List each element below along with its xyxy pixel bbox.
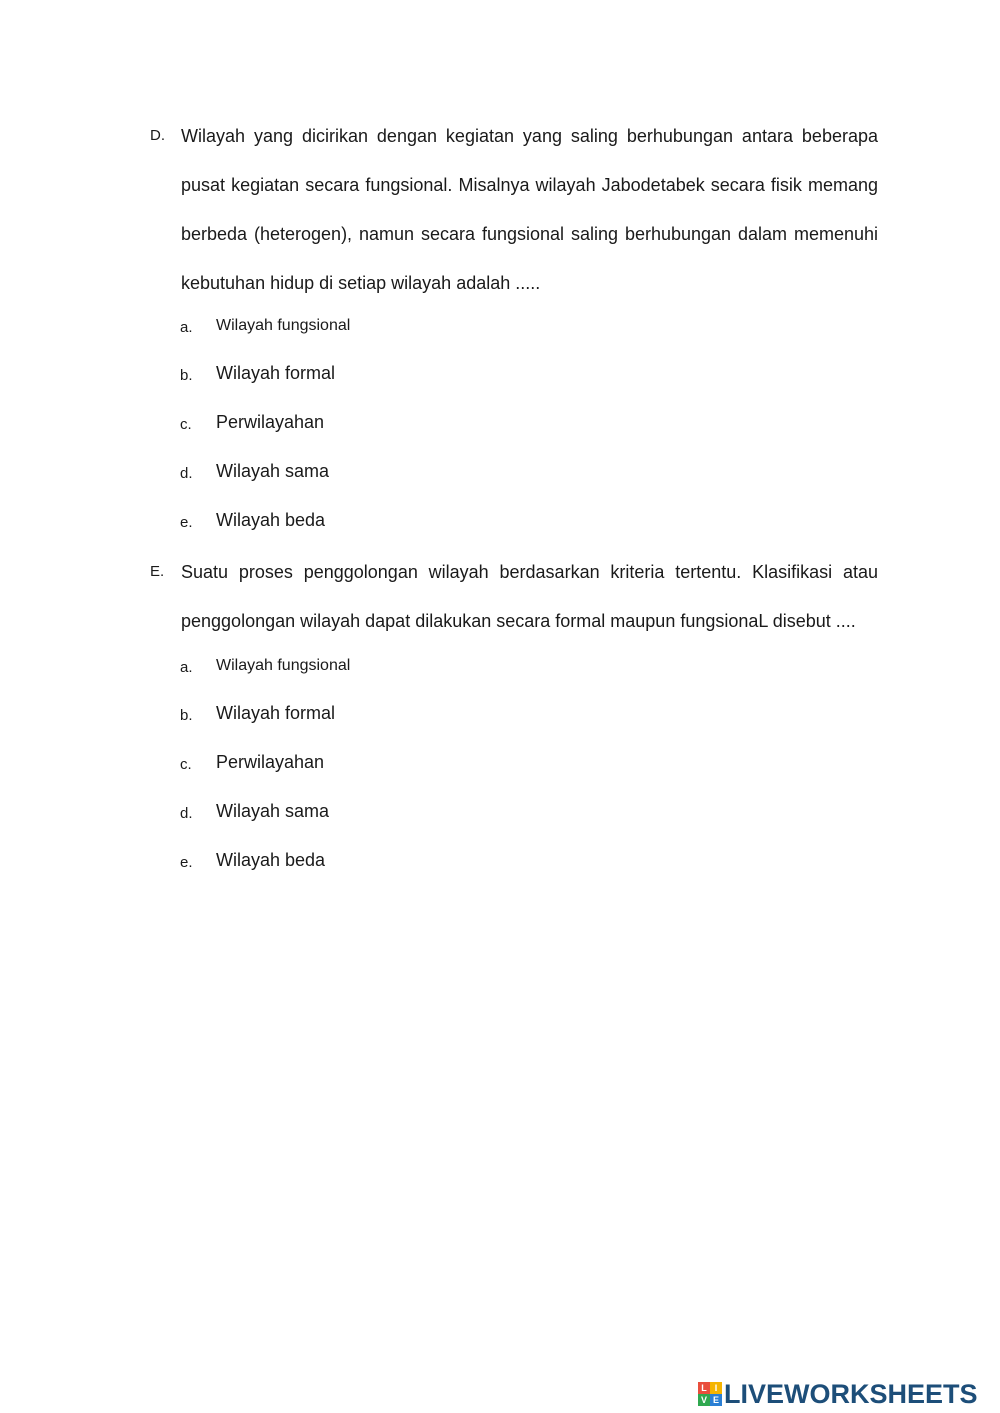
option-letter: a. bbox=[180, 659, 193, 676]
option-letter: c. bbox=[180, 756, 192, 773]
logo-letter: L bbox=[698, 1382, 710, 1394]
question-letter: D. bbox=[150, 127, 165, 144]
option-text: Perwilayahan bbox=[216, 752, 325, 772]
question-text: Suatu proses penggolongan wilayah berdasarkan kriteria tertentu. Klasifikasi atau penggolongan wilayah dapat dilakukan secara formal maupun fungsionaL disebut .... bbox=[181, 562, 878, 631]
logo-letter: I bbox=[710, 1382, 722, 1394]
option-text: Perwilayahan bbox=[216, 412, 325, 432]
option-text: Wilayah fungsional bbox=[216, 317, 351, 334]
option-letter: e. bbox=[180, 514, 193, 531]
option-text: Wilayah sama bbox=[216, 801, 330, 821]
option-text: Wilayah fungsional bbox=[216, 657, 351, 674]
option-letter: d. bbox=[180, 805, 193, 822]
option-letter: c. bbox=[180, 416, 192, 433]
logo-letter: E bbox=[710, 1394, 722, 1406]
option-text: Wilayah beda bbox=[216, 850, 326, 870]
question-text: Wilayah yang dicirikan dengan kegiatan yang saling berhubungan antara beberapa pusat kegiatan secara fungsional. Misalnya wilayah Jabodetabek secara fisik memang berbeda (heterogen), namun secara fungsional saling berhubungan dalam memenuhi kebutuhan hidup di setiap wilayah adalah ..... bbox=[181, 126, 878, 293]
option-text: Wilayah beda bbox=[216, 510, 326, 530]
logo-letter: V bbox=[698, 1394, 710, 1406]
option-text: Wilayah formal bbox=[216, 703, 336, 723]
liveworksheets-logo bbox=[698, 1378, 978, 1410]
option-letter: a. bbox=[180, 319, 193, 336]
liveworksheets-icon bbox=[698, 1382, 722, 1406]
option-text: Wilayah formal bbox=[216, 363, 336, 383]
option-letter: b. bbox=[180, 367, 193, 384]
option-letter: b. bbox=[180, 707, 193, 724]
option-text: Wilayah sama bbox=[216, 461, 330, 481]
option-letter: d. bbox=[180, 465, 193, 482]
option-letter: e. bbox=[180, 854, 193, 871]
liveworksheets-wordmark: LIVEWORKSHEETS bbox=[724, 1378, 978, 1409]
question-letter: E. bbox=[150, 563, 165, 580]
